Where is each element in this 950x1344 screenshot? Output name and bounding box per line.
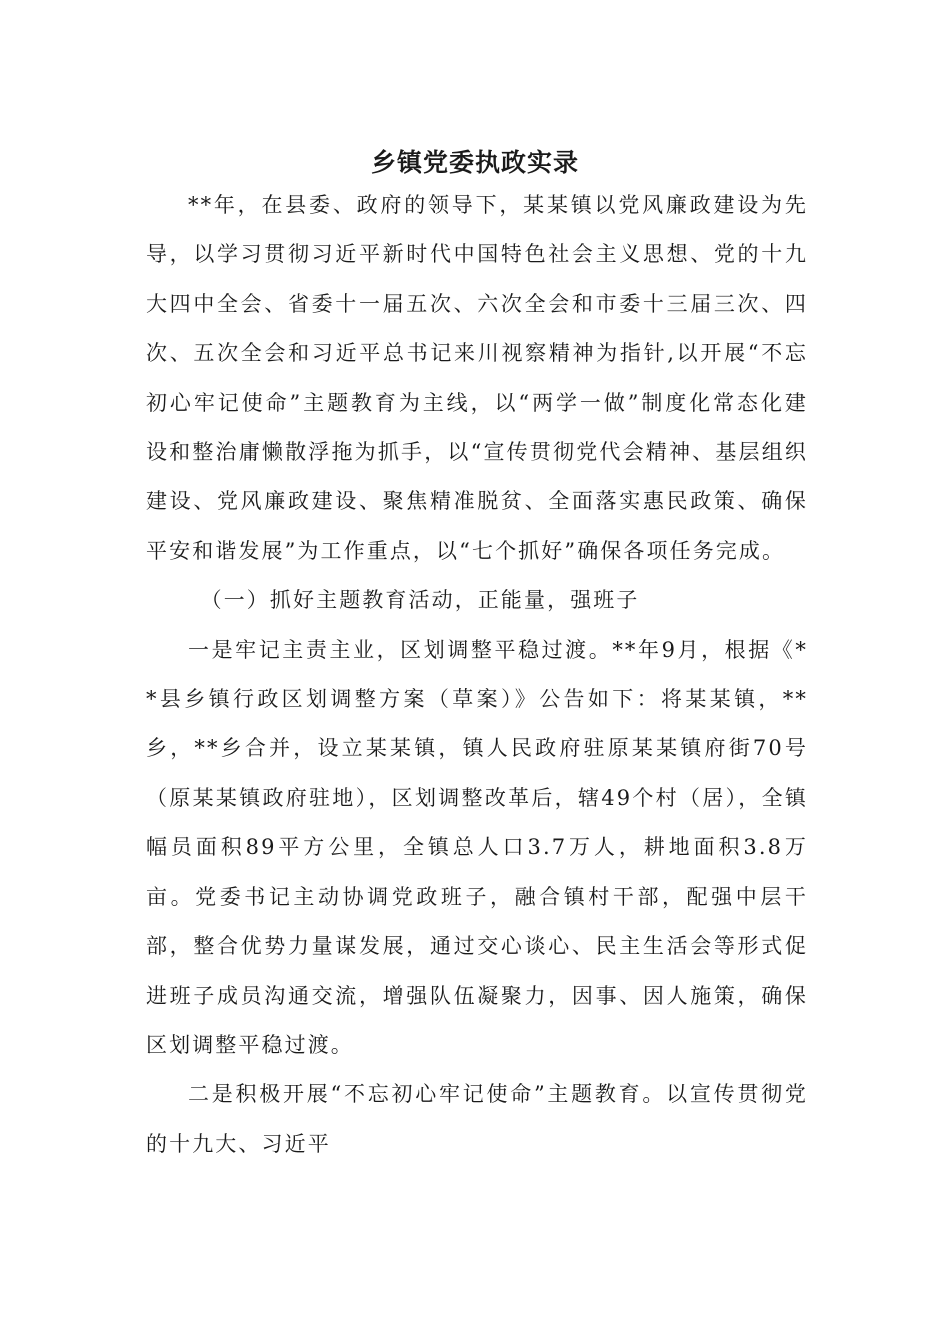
paragraph-point-one: 一是牢记主责主业，区划调整平稳过渡。**年9月，根据《**县乡镇行政区划调整方案（草案）》公告如下：将某某镇，**乡，**乡合并，设立某某镇，镇人民政府驻原某某镇府街70号（原某某镇政府驻地），区划调整改革后，辖49个村（居），全镇幅员面积89平方公里，全镇总人口3.7万人，耕地面积3.8万亩。党委书记主动协调党政班子，融合镇村干部，配强中层干部，整合优势力量谋发展，通过交心谈心、民主生活会等形式促进班子成员沟通交流，增强队伍凝聚力，因事、因人施策，确保区划调整平稳过渡。 (146, 637, 808, 1057)
paragraph-intro: **年，在县委、政府的领导下，某某镇以党风廉政建设为先导，以学习贯彻习近平新时代中国特色社会主义思想、党的十九大四中全会、省委十一届五次、六次全会和市委十三届三次、四次、五次全会和习近平总书记来川视察精神为指针,以开展“不忘初心牢记使命”主题教育为主线，以“两学一做”制度化常态化建设和整治庸懒散浮拖为抓手，以“宣传贯彻党代会精神、基层组织建设、党风廉政建设、聚焦精准脱贫、全面落实惠民政策、确保平安和谐发展”为工作重点，以“七个抓好”确保各项任务完成。 (146, 193, 808, 563)
paragraph-point-two: 二是积极开展“不忘初心牢记使命”主题教育。以宣传贯彻党的十九大、习近平 (146, 1082, 808, 1156)
document-title: 乡镇党委执政实录 (370, 148, 579, 177)
document-body (146, 181, 808, 1169)
section-heading: （一）抓好主题教育活动，正能量，强班子 (200, 588, 640, 613)
